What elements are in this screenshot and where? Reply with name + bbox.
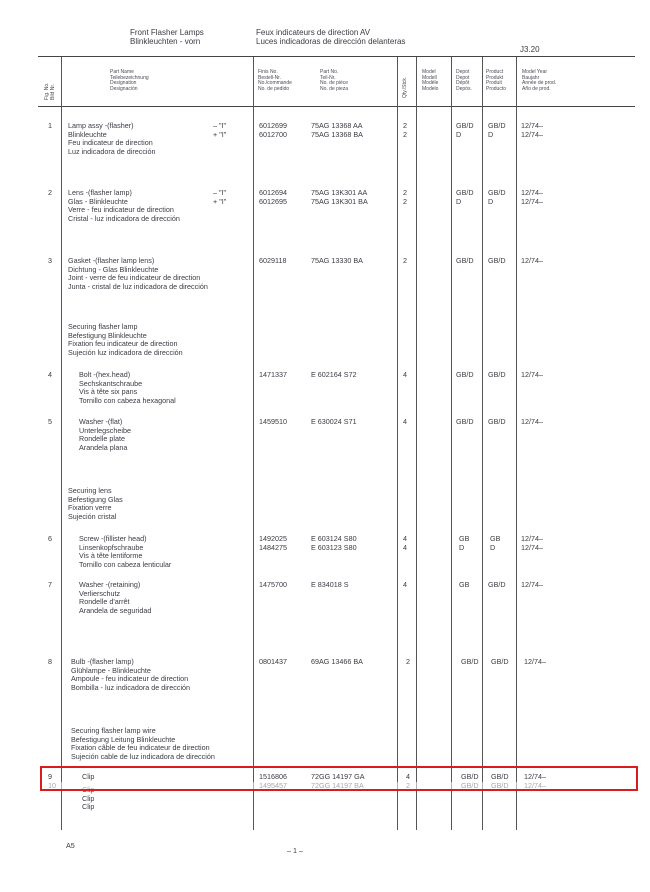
product-code: GB/D: [488, 256, 506, 265]
model-year: 12/74–: [524, 772, 546, 781]
col-divider: [61, 57, 62, 830]
part-name: Clip Clip: [82, 793, 95, 812]
quantity: 2 2: [403, 121, 407, 139]
part-name: Lamp assy -(flasher) Blinkleuchte Feu indicateur de direction Luz indicadora de dirección: [68, 121, 156, 156]
col-divider: [516, 57, 517, 830]
fig-number: 9: [48, 772, 52, 781]
product-code: GB/D D: [488, 121, 506, 139]
col-header-model: Model Modell Modèle Modelo: [422, 69, 439, 92]
fig-number: 4: [48, 370, 52, 379]
part-name: Bulb -(flasher lamp) Glühlampe - Blinkleuchte Ampoule - feu indicateur de direction Bombilla - luz indicadora de dirección: [71, 657, 191, 692]
title-english: Front Flasher Lamps: [130, 28, 204, 37]
fig-number: 3: [48, 256, 52, 265]
fig-number: 6: [48, 534, 52, 543]
selection-highlight[interactable]: [40, 766, 638, 791]
quantity: 4: [406, 772, 410, 781]
product-code: GB/D: [491, 657, 509, 666]
col-divider: [397, 57, 398, 830]
paper-format: A5: [66, 841, 75, 850]
col-header-depot: Depot Depot Dépôt Depós.: [456, 69, 472, 92]
group-heading: Securing flasher lamp Befestigung Blinkleuchte Fixation feu indicateur de direction Sujeción luz indicadora de dirección: [68, 322, 183, 357]
quantity: 2: [403, 256, 407, 265]
col-header-part-no: Part No. Teil-Nr. No. de pièce No. de pieza: [320, 69, 349, 92]
fig-number: 8: [48, 657, 52, 666]
quantity: 4 4: [403, 534, 407, 552]
product-code: GB/D: [491, 772, 509, 781]
finis-number: 6012699 6012700: [259, 121, 287, 139]
col-divider: [482, 57, 483, 830]
part-name: Clip: [82, 772, 95, 781]
quantity: 2 2: [403, 188, 407, 206]
col-divider: [451, 57, 452, 830]
col-header-fig-no: Fig. No.: [44, 82, 50, 100]
col-header-finis-no: Finis No. Bestell-Nr. No./commande No. de pedido: [258, 69, 292, 92]
part-number: 75AG 13K301 AA 75AG 13K301 BA: [311, 188, 368, 206]
model-year: 12/74–: [521, 256, 543, 265]
fig-number: 2: [48, 188, 52, 197]
col-header-part-name: Part Name Teilebezeichnung Designation Designación: [110, 69, 149, 92]
side-marker: – "I" + "I": [213, 188, 227, 206]
depot-code: GB/D D: [456, 188, 474, 206]
finis-number: 0801437: [259, 657, 287, 666]
model-year: 12/74– 12/74–: [521, 188, 543, 206]
product-code: GB/D D: [488, 188, 506, 206]
model-year: 12/74–: [521, 580, 543, 589]
finis-number: 1471337: [259, 370, 287, 379]
model-year: 12/74– 12/74–: [521, 121, 543, 139]
title-german: Blinkleuchten - vorn: [130, 37, 201, 46]
group-heading: Securing lens Befestigung Glas Fixation verre Sujeción cristal: [68, 486, 123, 521]
col-header-product: Product Produkt Produit Producto: [486, 69, 507, 92]
depot-code: GB D: [459, 534, 470, 552]
product-code: GB/D: [488, 370, 506, 379]
part-number: 69AG 13466 BA: [311, 657, 363, 666]
part-name: Washer -(flat) Unterlegscheibe Rondelle plate Arandela plana: [79, 417, 131, 452]
part-number: E 602164 S72: [311, 370, 357, 379]
part-name: Bolt -(hex.head) Sechskantschraube Vis à tête six pans Tornillo con cabeza hexagonal: [79, 370, 176, 405]
finis-number: 1459510: [259, 417, 287, 426]
part-number: 72GG 14197 GA: [311, 772, 365, 781]
quantity: 4: [403, 370, 407, 379]
depot-code: GB/D: [461, 657, 479, 666]
part-number: E 630024 S71: [311, 417, 357, 426]
group-heading: Securing flasher lamp wire Befestigung Leitung Blinkleuchte Fixation câble de feu indicateur de direction Sujeción cable de luz indicadora de dirección: [71, 726, 215, 761]
depot-code: GB/D D: [456, 121, 474, 139]
col-header-bild-nr: Bild Nr.: [50, 83, 56, 100]
depot-code: GB/D: [456, 370, 474, 379]
page-code: J3.20: [520, 45, 540, 54]
finis-number: 1492025 1484275: [259, 534, 287, 552]
fig-number: 7: [48, 580, 52, 589]
part-number: E 834018 S: [311, 580, 349, 589]
title-french: Feux indicateurs de direction AV: [256, 28, 371, 37]
finis-number: 1475700: [259, 580, 287, 589]
product-code: GB D: [490, 534, 501, 552]
depot-code: GB: [459, 580, 470, 589]
part-number: 75AG 13368 AA 75AG 13368 BA: [311, 121, 363, 139]
product-code: GB/D: [488, 417, 506, 426]
model-year: 12/74–: [524, 657, 546, 666]
title-spanish: Luces indicadoras de dirección delanteras: [256, 37, 406, 46]
model-year: 12/74– 12/74–: [521, 534, 543, 552]
part-number: 75AG 13330 BA: [311, 256, 363, 265]
fig-number: 5: [48, 417, 52, 426]
part-name: Gasket -(flasher lamp lens) Dichtung - Glas Blinkleuchte Joint - verre de feu indicateur de direction Junta - cristal de luz indicadora de dirección: [68, 256, 208, 291]
part-number: E 603124 S80 E 603123 S80: [311, 534, 357, 552]
finis-number: 6012694 6012695: [259, 188, 287, 206]
finis-number: 1516806: [259, 772, 287, 781]
header-top-rule: [38, 56, 635, 57]
part-name: Lens -(flasher lamp) Glas - Blinkleuchte Verre - feu indicateur de direction Cristal - luz indicadora de dirección: [68, 188, 180, 223]
fig-number: 1: [48, 121, 52, 130]
col-header-qty: Qty./Stck.: [402, 76, 408, 98]
header-bottom-rule: [38, 106, 635, 107]
col-divider: [416, 57, 417, 830]
page-number: – 1 –: [287, 846, 303, 855]
part-name: Screw -(fillister head) Linsenkopfschraube Vis à tête lentiforme Tornillo con cabeza lenticular: [79, 534, 172, 569]
finis-number: 6029118: [259, 256, 287, 265]
col-divider: [253, 57, 254, 830]
quantity: 2: [406, 657, 410, 666]
col-header-model-year: Model Year Baujahr Année de prod. Año de prod.: [522, 69, 557, 92]
depot-code: GB/D: [461, 772, 479, 781]
quantity: 4: [403, 580, 407, 589]
depot-code: GB/D: [456, 417, 474, 426]
model-year: 12/74–: [521, 370, 543, 379]
side-marker: – "I" + "I": [213, 121, 227, 139]
part-name: Washer -(retaining) Verlierschutz Rondelle d'arrêt Arandela de seguridad: [79, 580, 152, 615]
model-year: 12/74–: [521, 417, 543, 426]
quantity: 4: [403, 417, 407, 426]
product-code: GB/D: [488, 580, 506, 589]
depot-code: GB/D: [456, 256, 474, 265]
